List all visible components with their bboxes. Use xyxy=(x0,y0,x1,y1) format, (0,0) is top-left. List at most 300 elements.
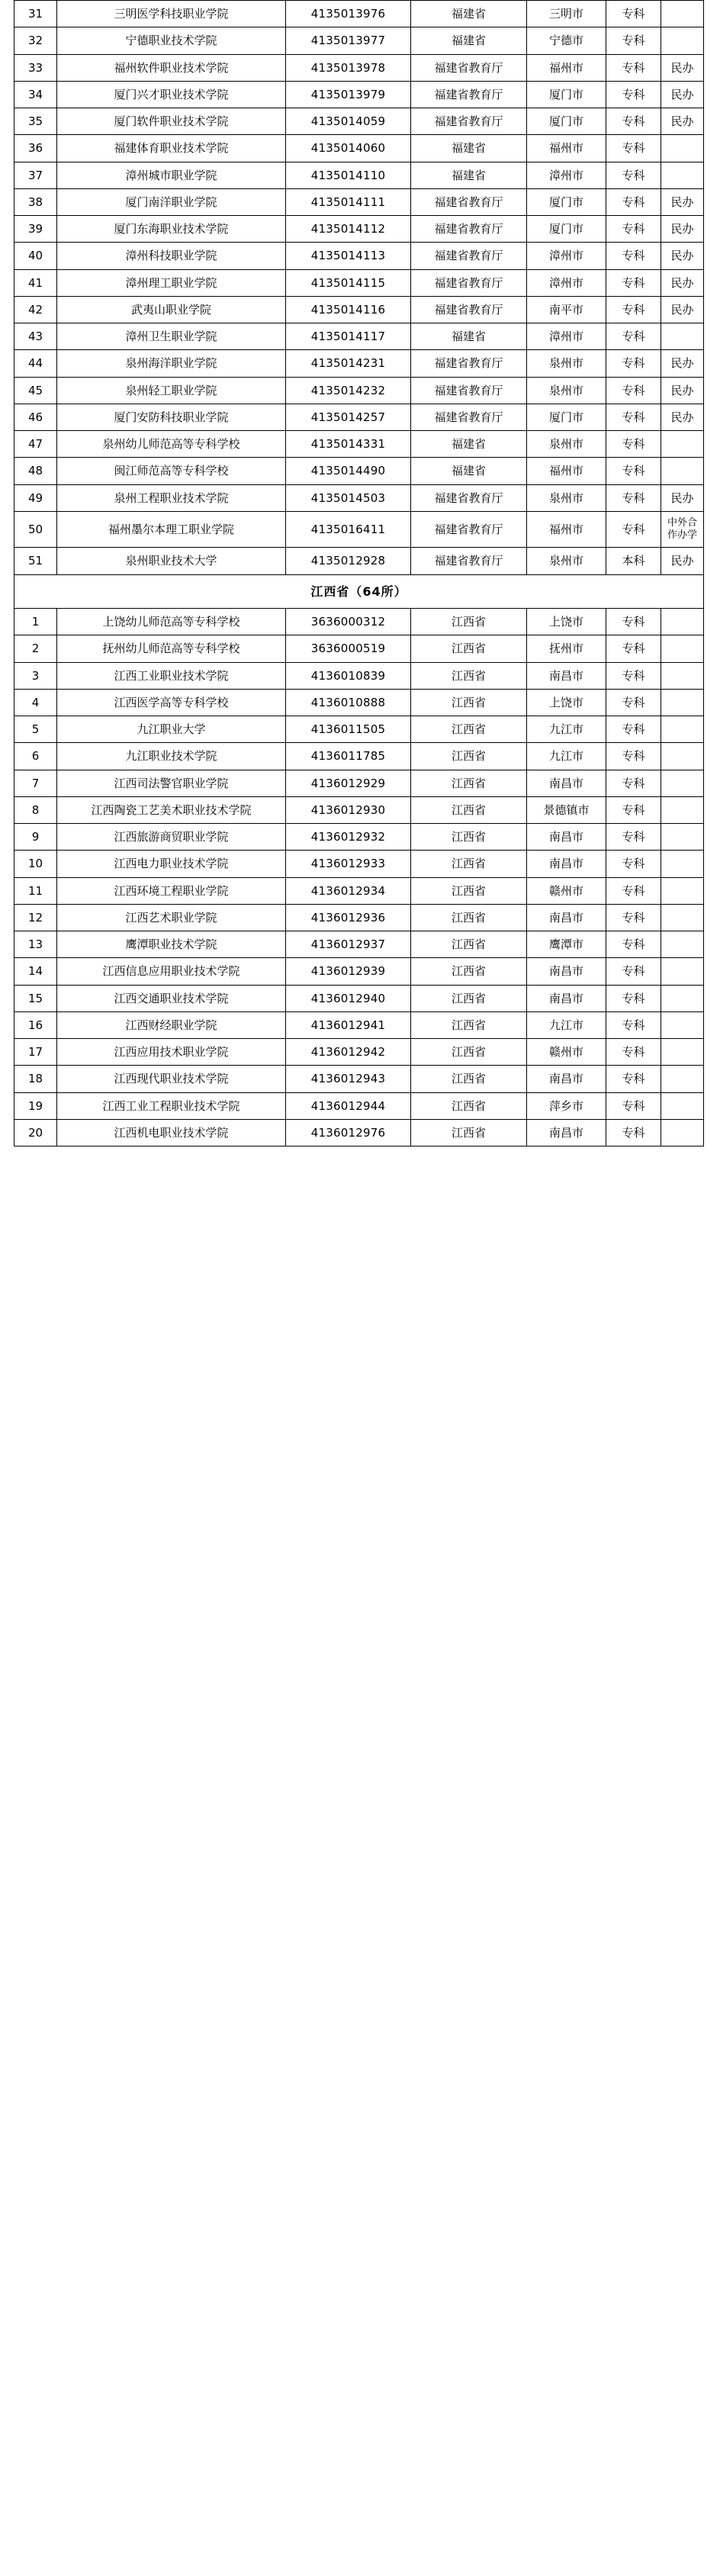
governing-department: 福建省教育厅 xyxy=(411,188,527,215)
location-city: 九江市 xyxy=(527,716,606,743)
school-name: 泉州工程职业技术学院 xyxy=(57,484,286,511)
row-index: 49 xyxy=(14,484,57,511)
school-type xyxy=(661,796,704,823)
location-city: 南昌市 xyxy=(527,851,606,877)
school-code: 4135013978 xyxy=(286,54,411,81)
school-type xyxy=(661,431,704,458)
school-code: 4135014232 xyxy=(286,377,411,404)
location-city: 福州市 xyxy=(527,135,606,162)
governing-department: 福建省 xyxy=(411,1,527,27)
table-row xyxy=(14,770,704,796)
school-code: 4136012936 xyxy=(286,904,411,931)
school-name: 宁德职业技术学院 xyxy=(57,27,286,54)
row-index: 31 xyxy=(14,1,57,27)
education-level: 专科 xyxy=(606,985,661,1011)
table-row xyxy=(14,269,704,296)
education-level: 专科 xyxy=(606,296,661,323)
governing-department: 江西省 xyxy=(411,689,527,716)
school-code: 4136010839 xyxy=(286,662,411,689)
table-row xyxy=(14,931,704,958)
location-city: 宁德市 xyxy=(527,27,606,54)
row-index: 3 xyxy=(14,662,57,689)
governing-department: 福建省教育厅 xyxy=(411,484,527,511)
school-type xyxy=(661,135,704,162)
school-code: 4135014331 xyxy=(286,431,411,458)
table-row xyxy=(14,81,704,108)
school-type xyxy=(661,958,704,985)
table-row xyxy=(14,904,704,931)
education-level: 专科 xyxy=(606,877,661,904)
school-code: 4136011505 xyxy=(286,716,411,743)
school-name: 厦门软件职业技术学院 xyxy=(57,108,286,135)
school-type xyxy=(661,985,704,1011)
table-row xyxy=(14,609,704,635)
governing-department: 江西省 xyxy=(411,743,527,770)
governing-department: 福建省教育厅 xyxy=(411,511,527,548)
table-row xyxy=(14,350,704,377)
school-name: 江西司法警官职业学院 xyxy=(57,770,286,796)
table-row xyxy=(14,216,704,243)
school-code: 4136012934 xyxy=(286,877,411,904)
governing-department: 江西省 xyxy=(411,877,527,904)
table-row xyxy=(14,135,704,162)
education-level: 专科 xyxy=(606,958,661,985)
table-row xyxy=(14,54,704,81)
education-level: 专科 xyxy=(606,377,661,404)
row-index: 45 xyxy=(14,377,57,404)
row-index: 7 xyxy=(14,770,57,796)
school-name: 江西医学高等专科学校 xyxy=(57,689,286,716)
row-index: 35 xyxy=(14,108,57,135)
table-row xyxy=(14,484,704,511)
school-code: 4135014503 xyxy=(286,484,411,511)
school-type: 民办 xyxy=(661,188,704,215)
school-type xyxy=(661,1066,704,1092)
school-name: 漳州理工职业学院 xyxy=(57,269,286,296)
governing-department: 江西省 xyxy=(411,1092,527,1119)
governing-department: 福建省教育厅 xyxy=(411,548,527,574)
location-city: 南昌市 xyxy=(527,1066,606,1092)
school-type: 民办 xyxy=(661,548,704,574)
governing-department: 江西省 xyxy=(411,985,527,1011)
row-index: 39 xyxy=(14,216,57,243)
table-row xyxy=(14,877,704,904)
school-name: 江西旅游商贸职业学院 xyxy=(57,824,286,851)
table-row xyxy=(14,1039,704,1066)
school-code: 3636000312 xyxy=(286,609,411,635)
table-row xyxy=(14,458,704,484)
education-level: 专科 xyxy=(606,458,661,484)
school-name: 江西现代职业技术学院 xyxy=(57,1066,286,1092)
location-city: 九江市 xyxy=(527,743,606,770)
school-code: 4136012937 xyxy=(286,931,411,958)
education-level: 专科 xyxy=(606,108,661,135)
governing-department: 江西省 xyxy=(411,904,527,931)
governing-department: 江西省 xyxy=(411,770,527,796)
location-city: 南平市 xyxy=(527,296,606,323)
school-type xyxy=(661,824,704,851)
education-level: 专科 xyxy=(606,1039,661,1066)
education-level: 专科 xyxy=(606,824,661,851)
location-city: 厦门市 xyxy=(527,188,606,215)
location-city: 三明市 xyxy=(527,1,606,27)
row-index: 6 xyxy=(14,743,57,770)
location-city: 景德镇市 xyxy=(527,796,606,823)
school-name: 福州软件职业技术学院 xyxy=(57,54,286,81)
school-code: 3636000519 xyxy=(286,635,411,662)
education-level: 专科 xyxy=(606,216,661,243)
school-code: 4135013979 xyxy=(286,81,411,108)
school-code: 4135016411 xyxy=(286,511,411,548)
governing-department: 江西省 xyxy=(411,662,527,689)
school-type xyxy=(661,931,704,958)
education-level: 专科 xyxy=(606,743,661,770)
row-index: 12 xyxy=(14,904,57,931)
location-city: 南昌市 xyxy=(527,1119,606,1146)
school-type xyxy=(661,27,704,54)
location-city: 赣州市 xyxy=(527,877,606,904)
governing-department: 江西省 xyxy=(411,716,527,743)
table-body xyxy=(14,1,704,1146)
school-type: 民办 xyxy=(661,269,704,296)
school-code: 4136012939 xyxy=(286,958,411,985)
table-row xyxy=(14,1,704,27)
school-code: 4136012932 xyxy=(286,824,411,851)
location-city: 厦门市 xyxy=(527,81,606,108)
row-index: 40 xyxy=(14,243,57,269)
education-level: 专科 xyxy=(606,635,661,662)
school-type xyxy=(661,877,704,904)
school-type: 民办 xyxy=(661,296,704,323)
education-level: 专科 xyxy=(606,689,661,716)
location-city: 福州市 xyxy=(527,54,606,81)
row-index: 37 xyxy=(14,162,57,188)
education-level: 专科 xyxy=(606,796,661,823)
school-code: 4136012941 xyxy=(286,1011,411,1038)
location-city: 赣州市 xyxy=(527,1039,606,1066)
school-name: 泉州幼儿师范高等专科学校 xyxy=(57,431,286,458)
table-row xyxy=(14,689,704,716)
governing-department: 福建省 xyxy=(411,458,527,484)
governing-department: 福建省 xyxy=(411,135,527,162)
governing-department: 江西省 xyxy=(411,851,527,877)
province-header-row xyxy=(14,574,704,609)
row-index: 4 xyxy=(14,689,57,716)
school-name: 江西工业职业技术学院 xyxy=(57,662,286,689)
governing-department: 江西省 xyxy=(411,958,527,985)
governing-department: 福建省教育厅 xyxy=(411,404,527,430)
row-index: 2 xyxy=(14,635,57,662)
location-city: 萍乡市 xyxy=(527,1092,606,1119)
school-name: 武夷山职业学院 xyxy=(57,296,286,323)
education-level: 专科 xyxy=(606,350,661,377)
education-level: 专科 xyxy=(606,162,661,188)
location-city: 九江市 xyxy=(527,1011,606,1038)
school-name: 三明医学科技职业学院 xyxy=(57,1,286,27)
school-type xyxy=(661,716,704,743)
education-level: 专科 xyxy=(606,54,661,81)
location-city: 南昌市 xyxy=(527,770,606,796)
governing-department: 福建省教育厅 xyxy=(411,108,527,135)
governing-department: 福建省教育厅 xyxy=(411,350,527,377)
education-level: 专科 xyxy=(606,770,661,796)
row-index: 18 xyxy=(14,1066,57,1092)
school-code: 4136012929 xyxy=(286,770,411,796)
education-level: 专科 xyxy=(606,1092,661,1119)
school-type xyxy=(661,1119,704,1146)
school-name: 泉州职业技术大学 xyxy=(57,548,286,574)
school-name: 厦门兴才职业技术学院 xyxy=(57,81,286,108)
table-row xyxy=(14,431,704,458)
school-code: 4136010888 xyxy=(286,689,411,716)
table-row xyxy=(14,662,704,689)
governing-department: 福建省教育厅 xyxy=(411,377,527,404)
education-level: 专科 xyxy=(606,511,661,548)
location-city: 福州市 xyxy=(527,458,606,484)
row-index: 17 xyxy=(14,1039,57,1066)
location-city: 漳州市 xyxy=(527,162,606,188)
row-index: 15 xyxy=(14,985,57,1011)
table-row xyxy=(14,548,704,574)
location-city: 漳州市 xyxy=(527,269,606,296)
governing-department: 福建省 xyxy=(411,431,527,458)
school-name: 泉州轻工职业学院 xyxy=(57,377,286,404)
education-level: 专科 xyxy=(606,662,661,689)
governing-department: 江西省 xyxy=(411,796,527,823)
row-index: 36 xyxy=(14,135,57,162)
school-type xyxy=(661,609,704,635)
province-title: 江西省（64所） xyxy=(14,574,704,609)
table-row xyxy=(14,243,704,269)
location-city: 南昌市 xyxy=(527,662,606,689)
school-code: 4135014113 xyxy=(286,243,411,269)
school-name: 江西财经职业学院 xyxy=(57,1011,286,1038)
education-level: 专科 xyxy=(606,135,661,162)
school-name: 江西机电职业技术学院 xyxy=(57,1119,286,1146)
governing-department: 江西省 xyxy=(411,931,527,958)
school-type xyxy=(661,1039,704,1066)
school-type xyxy=(661,1,704,27)
location-city: 漳州市 xyxy=(527,323,606,350)
school-code: 4135014116 xyxy=(286,296,411,323)
governing-department: 江西省 xyxy=(411,1039,527,1066)
table-row xyxy=(14,1011,704,1038)
row-index: 51 xyxy=(14,548,57,574)
school-type: 民办 xyxy=(661,81,704,108)
school-type: 中外合作办学 xyxy=(661,511,704,548)
school-code: 4136012976 xyxy=(286,1119,411,1146)
school-type xyxy=(661,904,704,931)
row-index: 13 xyxy=(14,931,57,958)
governing-department: 福建省 xyxy=(411,27,527,54)
school-name: 江西陶瓷工艺美术职业技术学院 xyxy=(57,796,286,823)
row-index: 48 xyxy=(14,458,57,484)
table-row xyxy=(14,985,704,1011)
education-level: 专科 xyxy=(606,716,661,743)
school-type xyxy=(661,323,704,350)
school-type xyxy=(661,743,704,770)
table-row xyxy=(14,796,704,823)
school-type xyxy=(661,689,704,716)
education-level: 专科 xyxy=(606,484,661,511)
education-level: 专科 xyxy=(606,404,661,430)
governing-department: 福建省 xyxy=(411,323,527,350)
education-level: 专科 xyxy=(606,243,661,269)
document-page xyxy=(0,0,720,1146)
governing-department: 江西省 xyxy=(411,1011,527,1038)
table-row xyxy=(14,188,704,215)
school-name: 厦门安防科技职业学院 xyxy=(57,404,286,430)
school-code: 4135014490 xyxy=(286,458,411,484)
location-city: 泉州市 xyxy=(527,431,606,458)
education-level: 专科 xyxy=(606,609,661,635)
row-index: 47 xyxy=(14,431,57,458)
school-type: 民办 xyxy=(661,243,704,269)
school-name: 漳州卫生职业学院 xyxy=(57,323,286,350)
school-name: 厦门南洋职业学院 xyxy=(57,188,286,215)
location-city: 上饶市 xyxy=(527,609,606,635)
row-index: 8 xyxy=(14,796,57,823)
row-index: 43 xyxy=(14,323,57,350)
school-type: 民办 xyxy=(661,350,704,377)
education-level: 专科 xyxy=(606,1119,661,1146)
school-code: 4135014115 xyxy=(286,269,411,296)
education-level: 专科 xyxy=(606,269,661,296)
table-row xyxy=(14,1119,704,1146)
table-row xyxy=(14,716,704,743)
governing-department: 江西省 xyxy=(411,1066,527,1092)
row-index: 14 xyxy=(14,958,57,985)
school-name: 江西应用技术职业学院 xyxy=(57,1039,286,1066)
location-city: 泉州市 xyxy=(527,548,606,574)
row-index: 19 xyxy=(14,1092,57,1119)
education-level: 专科 xyxy=(606,1066,661,1092)
school-type: 民办 xyxy=(661,54,704,81)
education-level: 本科 xyxy=(606,548,661,574)
school-code: 4135014060 xyxy=(286,135,411,162)
row-index: 46 xyxy=(14,404,57,430)
school-name: 九江职业大学 xyxy=(57,716,286,743)
school-name: 江西信息应用职业技术学院 xyxy=(57,958,286,985)
row-index: 9 xyxy=(14,824,57,851)
governing-department: 江西省 xyxy=(411,635,527,662)
row-index: 50 xyxy=(14,511,57,548)
school-code: 4135012928 xyxy=(286,548,411,574)
education-level: 专科 xyxy=(606,931,661,958)
school-code: 4135014117 xyxy=(286,323,411,350)
school-code: 4136012930 xyxy=(286,796,411,823)
education-level: 专科 xyxy=(606,1011,661,1038)
location-city: 厦门市 xyxy=(527,108,606,135)
table-row xyxy=(14,743,704,770)
row-index: 34 xyxy=(14,81,57,108)
school-name: 厦门东海职业技术学院 xyxy=(57,216,286,243)
governing-department: 江西省 xyxy=(411,824,527,851)
row-index: 44 xyxy=(14,350,57,377)
governing-department: 福建省教育厅 xyxy=(411,269,527,296)
table-row xyxy=(14,377,704,404)
row-index: 10 xyxy=(14,851,57,877)
governing-department: 江西省 xyxy=(411,609,527,635)
school-type xyxy=(661,662,704,689)
school-code: 4135013976 xyxy=(286,1,411,27)
location-city: 漳州市 xyxy=(527,243,606,269)
school-name: 福建体育职业技术学院 xyxy=(57,135,286,162)
school-name: 漳州科技职业学院 xyxy=(57,243,286,269)
school-name: 上饶幼儿师范高等专科学校 xyxy=(57,609,286,635)
school-name: 九江职业技术学院 xyxy=(57,743,286,770)
governing-department: 福建省教育厅 xyxy=(411,216,527,243)
table-row xyxy=(14,1066,704,1092)
row-index: 42 xyxy=(14,296,57,323)
school-code: 4136012933 xyxy=(286,851,411,877)
location-city: 泉州市 xyxy=(527,377,606,404)
location-city: 南昌市 xyxy=(527,904,606,931)
school-type: 民办 xyxy=(661,377,704,404)
governing-department: 福建省教育厅 xyxy=(411,81,527,108)
school-code: 4136011785 xyxy=(286,743,411,770)
school-name: 闽江师范高等专科学校 xyxy=(57,458,286,484)
school-type: 民办 xyxy=(661,108,704,135)
school-type xyxy=(661,770,704,796)
table-row xyxy=(14,851,704,877)
school-type xyxy=(661,1011,704,1038)
location-city: 厦门市 xyxy=(527,216,606,243)
governing-department: 福建省 xyxy=(411,162,527,188)
school-code: 4136012944 xyxy=(286,1092,411,1119)
education-level: 专科 xyxy=(606,851,661,877)
table-row xyxy=(14,296,704,323)
education-level: 专科 xyxy=(606,431,661,458)
school-code: 4135014231 xyxy=(286,350,411,377)
governing-department: 江西省 xyxy=(411,1119,527,1146)
table-row xyxy=(14,635,704,662)
education-level: 专科 xyxy=(606,323,661,350)
table-row xyxy=(14,1092,704,1119)
location-city: 南昌市 xyxy=(527,824,606,851)
governing-department: 福建省教育厅 xyxy=(411,296,527,323)
school-code: 4135014257 xyxy=(286,404,411,430)
school-name: 江西工业工程职业技术学院 xyxy=(57,1092,286,1119)
row-index: 5 xyxy=(14,716,57,743)
table-row xyxy=(14,162,704,188)
row-index: 16 xyxy=(14,1011,57,1038)
school-name: 漳州城市职业学院 xyxy=(57,162,286,188)
table-row xyxy=(14,511,704,548)
school-code: 4136012943 xyxy=(286,1066,411,1092)
education-level: 专科 xyxy=(606,188,661,215)
school-type: 民办 xyxy=(661,404,704,430)
location-city: 泉州市 xyxy=(527,484,606,511)
location-city: 南昌市 xyxy=(527,958,606,985)
school-type xyxy=(661,851,704,877)
school-type: 民办 xyxy=(661,216,704,243)
table-row xyxy=(14,108,704,135)
education-level: 专科 xyxy=(606,27,661,54)
location-city: 泉州市 xyxy=(527,350,606,377)
education-level: 专科 xyxy=(606,904,661,931)
row-index: 20 xyxy=(14,1119,57,1146)
location-city: 上饶市 xyxy=(527,689,606,716)
school-code: 4135014110 xyxy=(286,162,411,188)
school-code: 4136012942 xyxy=(286,1039,411,1066)
school-type xyxy=(661,458,704,484)
row-index: 11 xyxy=(14,877,57,904)
row-index: 41 xyxy=(14,269,57,296)
school-name: 福州墨尔本理工职业学院 xyxy=(57,511,286,548)
location-city: 抚州市 xyxy=(527,635,606,662)
governing-department: 福建省教育厅 xyxy=(411,243,527,269)
